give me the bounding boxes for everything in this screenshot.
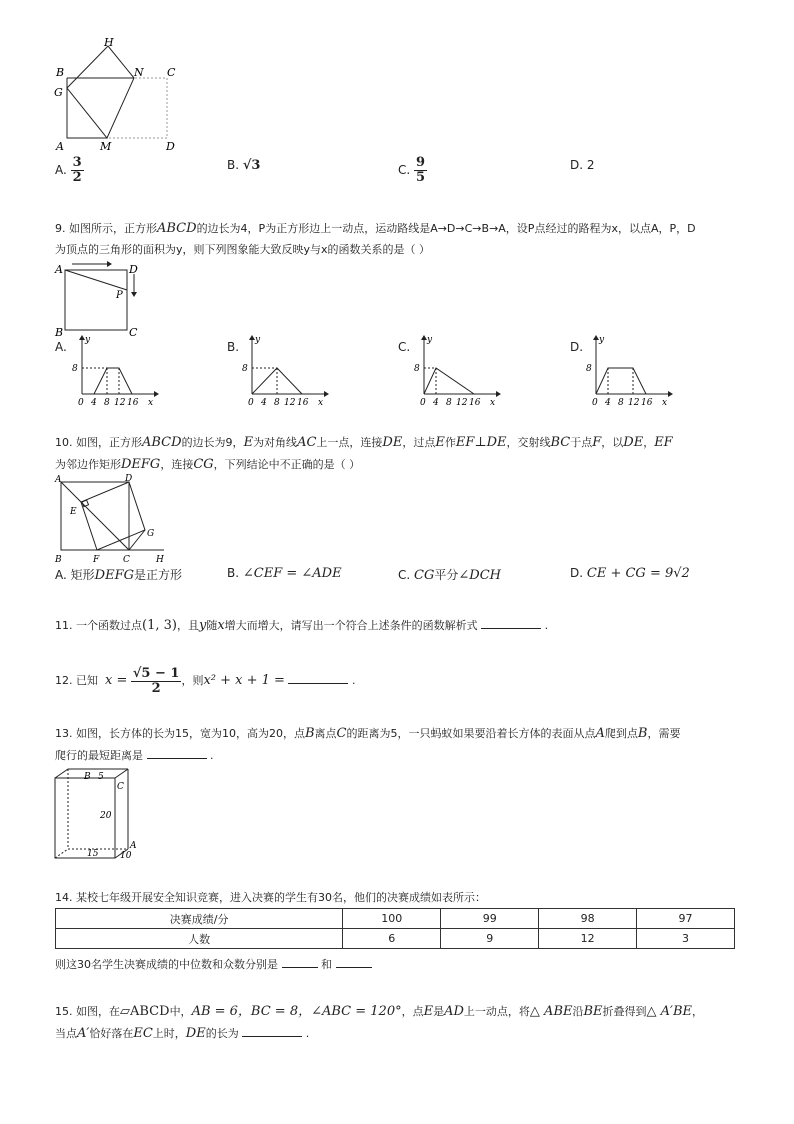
table-cell: 12 xyxy=(539,929,637,949)
q8-option-a: A. $\frac{3}{2}$ xyxy=(55,155,82,185)
q9-label-c: C xyxy=(129,326,138,339)
svg-text:x: x xyxy=(662,398,668,408)
q10-option-d: D. CE + CG = 9√2 xyxy=(570,566,690,581)
svg-text:0: 0 xyxy=(248,398,254,408)
q13-label-15: 15 xyxy=(87,849,99,859)
svg-text:8: 8 xyxy=(104,398,110,408)
table-cell: 98 xyxy=(539,909,637,929)
q8-option-c: C. $\frac{9}{5}$ xyxy=(398,155,426,185)
svg-text:8: 8 xyxy=(446,398,452,408)
svg-text:12: 12 xyxy=(628,398,640,408)
table-header-count: 人数 xyxy=(56,929,343,949)
q8-label-c: C xyxy=(167,66,176,79)
q13-label-c: C xyxy=(117,782,124,792)
q9-option-d-letter: D. xyxy=(570,340,584,354)
q14-score-table xyxy=(55,908,735,949)
q13-line-1: 13. 如图，长方体的长为15，宽为10，高为20，点B离点C的距离为5，一只蚂蚁如果要沿着长方体的表面从点A爬到点B，需要 xyxy=(55,726,681,741)
q9-option-a-letter: A. xyxy=(55,340,67,354)
q9-label-b: B xyxy=(55,326,64,339)
table-cell: 99 xyxy=(441,909,539,929)
q10-label-c: C xyxy=(123,555,130,565)
q8-figure xyxy=(50,36,190,156)
q13-line-2: 爬行的最短距离是 . xyxy=(55,746,214,766)
q10-line-1: 10. 如图，正方形ABCD的边长为9，E为对角线AC上一点，连接DE，过点E作EF⊥DE，交射线BC于点F，以DE，EF xyxy=(55,435,673,450)
svg-text:8: 8 xyxy=(586,364,592,374)
q8-label-a: A xyxy=(56,140,64,153)
table-row xyxy=(56,909,735,929)
svg-text:4: 4 xyxy=(433,398,439,408)
svg-text:4: 4 xyxy=(605,398,611,408)
q10-label-h: H xyxy=(156,555,164,565)
q8-label-n: N xyxy=(134,66,144,79)
svg-text:16: 16 xyxy=(469,398,481,408)
table-cell: 6 xyxy=(343,929,441,949)
q13-answer-blank[interactable] xyxy=(147,746,207,759)
svg-text:12: 12 xyxy=(114,398,126,408)
table-cell: 97 xyxy=(637,909,735,929)
svg-text:16: 16 xyxy=(641,398,653,408)
table-header-score: 决赛成绩/分 xyxy=(56,909,343,929)
svg-text:8: 8 xyxy=(414,364,420,374)
svg-text:16: 16 xyxy=(297,398,309,408)
q10-label-a: A xyxy=(55,475,62,485)
q10-label-g: G xyxy=(147,529,155,539)
q8-option-d: D. 2 xyxy=(570,158,595,172)
q8-label-g: G xyxy=(54,86,63,99)
q9-graph-b xyxy=(240,334,330,410)
svg-text:4: 4 xyxy=(261,398,267,408)
q13-label-5: 5 xyxy=(98,772,104,782)
q10-label-d: D xyxy=(125,474,133,484)
table-cell: 9 xyxy=(441,929,539,949)
svg-text:y: y xyxy=(427,335,433,345)
q13-label-a: A xyxy=(130,841,137,851)
table-row xyxy=(56,929,735,949)
q11-line: 11. 一个函数过点(1, 3)，且y随x增大而增大，请写出一个符合上述条件的函数解析式 . xyxy=(55,618,549,633)
svg-text:x: x xyxy=(490,398,496,408)
q9-line-1: 9. 如图所示，正方形ABCD的边长为4，P为正方形边上一动点，运动路线是A→D→C→B→A，设P点经过的路程为x，以点A，P，D xyxy=(55,221,696,236)
q10-label-e: E xyxy=(70,507,77,517)
q9-graph-a xyxy=(70,334,160,410)
svg-text:12: 12 xyxy=(456,398,468,408)
svg-text:x: x xyxy=(148,398,154,408)
table-cell: 100 xyxy=(343,909,441,929)
q8-label-d: D xyxy=(166,140,175,153)
q14-line: 14. 某校七年级开展安全知识竞赛，进入决赛的学生有30名，他们的决赛成绩如表所示： xyxy=(55,891,486,904)
svg-text:0: 0 xyxy=(420,398,426,408)
table-cell: 3 xyxy=(637,929,735,949)
q10-label-f: F xyxy=(93,555,100,565)
q15-line-1: 15. 如图，在▱ABCD中，AB = 6，BC = 8，∠ABC = 120°，点E是AD上一动点，将△ ABE沿BE折叠得到△ A′BE， xyxy=(55,1004,704,1019)
q14-mode-blank[interactable] xyxy=(336,955,372,968)
q13-label-10: 10 xyxy=(120,851,132,861)
q10-label-b: B xyxy=(55,555,62,565)
q13-figure xyxy=(52,766,152,862)
q15-line-2: 当点A′恰好落在EC上时，DE的长为 . xyxy=(55,1026,310,1041)
q10-figure xyxy=(52,474,172,566)
q8-option-b: B. √3 xyxy=(227,158,261,173)
q12-line: 12. 已知 x = $\frac{√5 - 1}{2}$ ，则x² + x + 1 = . xyxy=(55,665,356,696)
svg-text:8: 8 xyxy=(72,364,78,374)
q14-after-line: 则这30名学生决赛成绩的中位数和众数分别是 和 xyxy=(55,955,372,975)
q9-option-b-letter: B. xyxy=(227,340,240,354)
svg-text:y: y xyxy=(599,335,605,345)
q15-answer-blank[interactable] xyxy=(242,1024,302,1037)
q9-graph-c xyxy=(412,334,502,410)
q8-label-m: M xyxy=(100,140,112,153)
q11-answer-blank[interactable] xyxy=(481,616,541,629)
q13-label-b: B xyxy=(84,772,91,782)
q14-median-blank[interactable] xyxy=(282,955,318,968)
q9-label-a: A xyxy=(55,263,63,276)
q10-option-a: A. 矩形DEFG是正方形 xyxy=(55,568,182,583)
q10-line-2: 为邻边作矩形DEFG，连接CG，下列结论中不正确的是（ ） xyxy=(55,457,361,472)
q9-label-d: D xyxy=(129,263,138,276)
q8-label-h: H xyxy=(104,36,114,49)
q12-answer-blank[interactable] xyxy=(288,671,348,684)
q10-option-b: B. ∠CEF = ∠ADE xyxy=(227,566,342,581)
svg-text:16: 16 xyxy=(127,398,139,408)
q9-label-p: P xyxy=(116,290,123,301)
q10-option-c: C. CG平分∠DCH xyxy=(398,568,501,583)
q9-line-2: 为顶点的三角形的面积为y，则下列图象能大致反映y与x的函数关系的是（ ） xyxy=(55,243,431,256)
svg-text:0: 0 xyxy=(592,398,598,408)
q8-label-b: B xyxy=(56,66,65,79)
svg-text:4: 4 xyxy=(91,398,97,408)
svg-text:0: 0 xyxy=(78,398,84,408)
svg-text:x: x xyxy=(318,398,324,408)
svg-text:8: 8 xyxy=(242,364,248,374)
q9-graph-d xyxy=(584,334,674,410)
q9-option-c-letter: C. xyxy=(398,340,411,354)
svg-text:y: y xyxy=(255,335,261,345)
svg-text:12: 12 xyxy=(284,398,296,408)
q9-figure xyxy=(52,258,152,340)
svg-text:8: 8 xyxy=(618,398,624,408)
q13-label-20: 20 xyxy=(100,811,112,821)
svg-text:y: y xyxy=(85,335,91,345)
svg-text:8: 8 xyxy=(274,398,280,408)
